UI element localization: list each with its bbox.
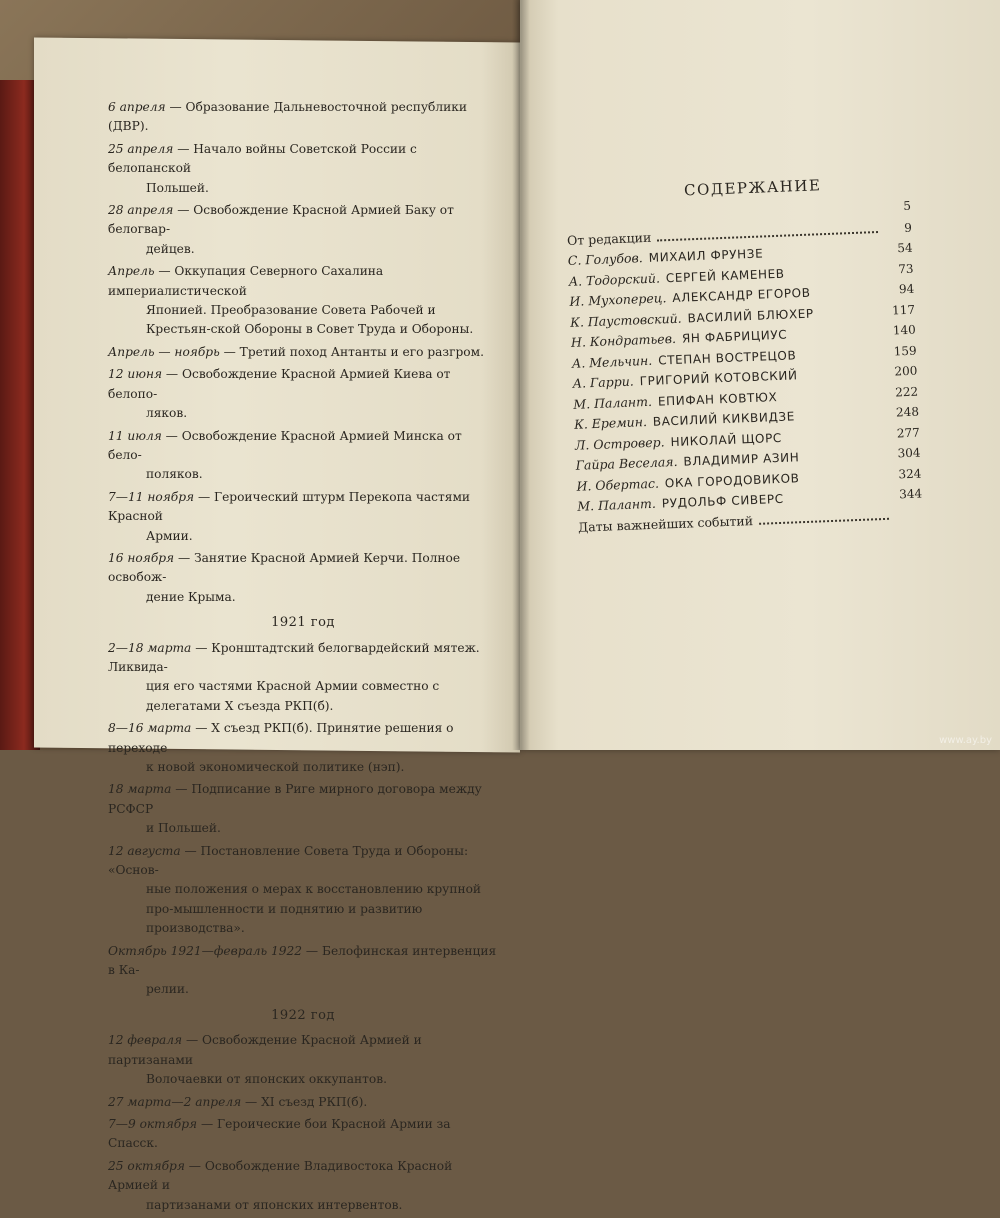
toc-title-entry: Даты важнейших событий	[577, 512, 754, 535]
entry-text: — Кронштадтский белогвардейский мятеж. Ликвида-	[108, 640, 480, 674]
entry-text: — Образование Дальневосточной республики (ДВР).	[108, 100, 467, 134]
entry-continuation: поляков.	[146, 467, 203, 482]
toc-title-entry: СТЕПАН ВОСТРЕЦОВ	[657, 347, 797, 368]
entry-date: 25 апреля	[108, 141, 174, 156]
entry-date: Апрель — ноябрь	[108, 344, 220, 359]
toc-author: К. Паустовский.	[569, 310, 682, 330]
chronology-entry	[108, 639, 498, 717]
year-heading: 1922 год	[271, 1007, 335, 1023]
toc-page-number: 159	[893, 343, 917, 358]
entry-date: 27 марта—2 апреля	[108, 1094, 242, 1109]
toc-author: Н. Кондратьев.	[570, 330, 677, 350]
entry-date: 28 апреля	[108, 203, 174, 218]
entry-date: Октябрь 1921—февраль 1922	[108, 943, 303, 958]
entry-date: 18 марта	[108, 782, 172, 797]
entry-text: — Освобождение Красной Армией и партизанами	[108, 1033, 422, 1067]
toc-title-entry: ВАСИЛИЙ КИКВИДЗЕ	[652, 409, 796, 429]
toc-page-number: 54	[897, 240, 913, 256]
chronology-entry	[108, 1031, 498, 1089]
entry-text: — Третий поход Антанты и его разгром.	[219, 344, 484, 359]
entry-continuation: релии.	[146, 982, 189, 997]
toc-author: А. Мельчин.	[571, 352, 653, 371]
toc-page-number: 73	[897, 261, 914, 276]
entry-continuation: Армии.	[146, 528, 193, 543]
toc-page-number: 9	[903, 220, 913, 235]
chronology-text	[108, 98, 498, 1218]
toc-page-number: 5	[903, 198, 912, 214]
entry-continuation: Японией. Преобразование Совета Рабочей и Крестьян-ской Обороны в Совет Труда и Обороны.	[146, 303, 474, 337]
entry-text: — Героический штурм Перекопа частями Красной	[108, 489, 471, 524]
toc-page-number: 344	[898, 486, 923, 502]
entry-date: 7—11 ноября	[108, 489, 195, 504]
toc-author: Л. Островер.	[574, 433, 665, 453]
toc-page-number: 304	[897, 445, 921, 461]
entry-continuation: к новой экономической политике (нэп).	[146, 760, 405, 774]
entry-text: — Начало войны Советской России с белопанской	[108, 141, 417, 176]
entry-text: — Освобождение Красной Армией Киева от белопо-	[108, 367, 451, 401]
entry-text: — Подписание в Риге мирного договора между РСФСР	[108, 782, 482, 816]
toc-page-number: 324	[898, 466, 922, 481]
chronology-entry	[108, 365, 498, 423]
entry-continuation: и Польшей.	[146, 821, 221, 836]
entry-text: — Освобождение Красной Армией Баку от белогвар-	[108, 203, 454, 237]
entry-date: 12 августа	[108, 843, 181, 858]
toc-title-entry: От редакции	[566, 229, 652, 248]
toc-page-number: 248	[895, 404, 920, 420]
entry-text: — Героические бои Красной Армии за Спасск.	[108, 1116, 451, 1151]
toc-page-number: 277	[896, 425, 920, 440]
entry-continuation: партизанами от японских интервентов.	[146, 1197, 403, 1212]
chronology-entry	[108, 1157, 498, 1215]
entry-continuation: ляков.	[146, 406, 188, 421]
entry-continuation: Волочаевки от японских оккупантов.	[146, 1072, 387, 1087]
toc-title-entry: ЯН ФАБРИЦИУС	[681, 327, 788, 346]
table-of-contents	[565, 173, 923, 540]
chronology-entry	[108, 719, 498, 777]
entry-continuation: ные положения о мерах к восстановлению крупной про-мышленности и поднятию и развитию производства».	[146, 882, 482, 936]
entry-continuation: дейцев.	[146, 241, 195, 256]
toc-author: С. Голубов.	[567, 250, 644, 268]
chronology-entry	[108, 343, 498, 362]
toc-title-entry: НИКОЛАЙ ЩОРС	[670, 430, 783, 449]
chronology-entry	[108, 262, 498, 340]
toc-page-number: 140	[892, 322, 917, 338]
toc-title-entry: СЕРГЕЙ КАМЕНЕВ	[665, 266, 785, 285]
toc-author: И. Мухоперец.	[569, 290, 667, 309]
toc-title-entry: ОКА ГОРОДОВИКОВ	[664, 470, 800, 490]
chronology-entry	[108, 549, 498, 607]
year-heading: 1921 год	[271, 615, 335, 631]
chronology-entry	[108, 98, 498, 137]
entry-date: 25 октября	[108, 1158, 185, 1173]
chronology-entry	[108, 427, 498, 485]
toc-author: К. Еремин.	[573, 414, 648, 432]
toc-title-entry: МИХАИЛ ФРУНЗЕ	[648, 246, 764, 265]
entry-date: 2—18 марта	[108, 640, 192, 655]
entry-continuation: дение Крыма.	[146, 589, 236, 604]
chronology-entry	[108, 842, 498, 939]
toc-page-number: 94	[898, 281, 915, 297]
entry-text: — Освобождение Владивостока Красной Армией и	[108, 1158, 453, 1193]
entry-date: 11 июля	[108, 428, 162, 443]
entry-date: 6 апреля	[108, 100, 166, 114]
entry-text: — Белофинская интервенция в Ка-	[108, 943, 497, 978]
chronology-entry	[108, 201, 498, 259]
entry-date: Апрель	[108, 264, 155, 279]
toc-title-entry: ЕПИФАН КОВТЮХ	[657, 389, 778, 409]
toc-title-entry: ВЛАДИМИР АЗИН	[683, 450, 800, 469]
entry-continuation: Польшей.	[146, 180, 209, 195]
toc-author: М. Палант.	[573, 393, 653, 412]
entry-text: — Освобождение Красной Армией Минска от бело-	[108, 428, 462, 462]
chronology-entry	[108, 942, 498, 1000]
entry-text: — XI съезд РКП(б).	[241, 1094, 368, 1109]
chronology-entry	[108, 488, 498, 546]
entry-date: 12 июня	[108, 367, 163, 382]
toc-page-number	[895, 518, 923, 519]
chronology-entry	[108, 1115, 498, 1154]
entry-date: 8—16 марта	[108, 721, 192, 736]
entry-text: — X съезд РКП(б). Принятие решения о переходе	[108, 721, 454, 755]
entry-text: — Постановление Совета Труда и Обороны: «Основ-	[108, 843, 469, 878]
entry-date: 7—9 октября	[108, 1116, 198, 1131]
toc-author: А. Тодорский.	[568, 269, 661, 289]
toc-author: И. Обертас.	[576, 475, 660, 494]
toc-page-number: 200	[894, 363, 918, 379]
entry-date: 16 ноября	[108, 550, 175, 565]
watermark: www.ay.by	[939, 735, 992, 746]
entry-continuation: ция его частями Красной Армии совместно с делегатами X съезда РКП(б).	[146, 679, 440, 713]
entry-text: — Занятие Красной Армией Керчи. Полное освобож-	[108, 550, 461, 585]
toc-page-number: 117	[891, 302, 916, 318]
toc-author: М. Палант.	[577, 495, 657, 514]
chronology-entry	[108, 1093, 498, 1112]
toc-page-number: 222	[894, 384, 919, 399]
entry-text: — Оккупация Северного Сахалина империалистической	[108, 264, 384, 298]
toc-author: А. Гарри.	[572, 373, 634, 391]
toc-title-entry: АЛЕКСАНДР ЕГОРОВ	[672, 285, 811, 305]
toc-title-entry: ВАСИЛИЙ БЛЮХЕР	[687, 306, 815, 325]
book-gutter	[512, 0, 530, 750]
chronology-entry	[108, 780, 498, 838]
toc-title: СОДЕРЖАНИЕ	[683, 176, 822, 200]
chronology-entry	[108, 140, 498, 198]
toc-title-entry: ГРИГОРИЙ КОТОВСКИЙ	[639, 368, 798, 389]
toc-list	[567, 219, 924, 540]
toc-author: Гайра Веселая.	[575, 453, 678, 473]
toc-title-entry: РУДОЛЬФ СИВЕРС	[661, 491, 784, 511]
entry-date: 12 февраля	[108, 1033, 183, 1048]
